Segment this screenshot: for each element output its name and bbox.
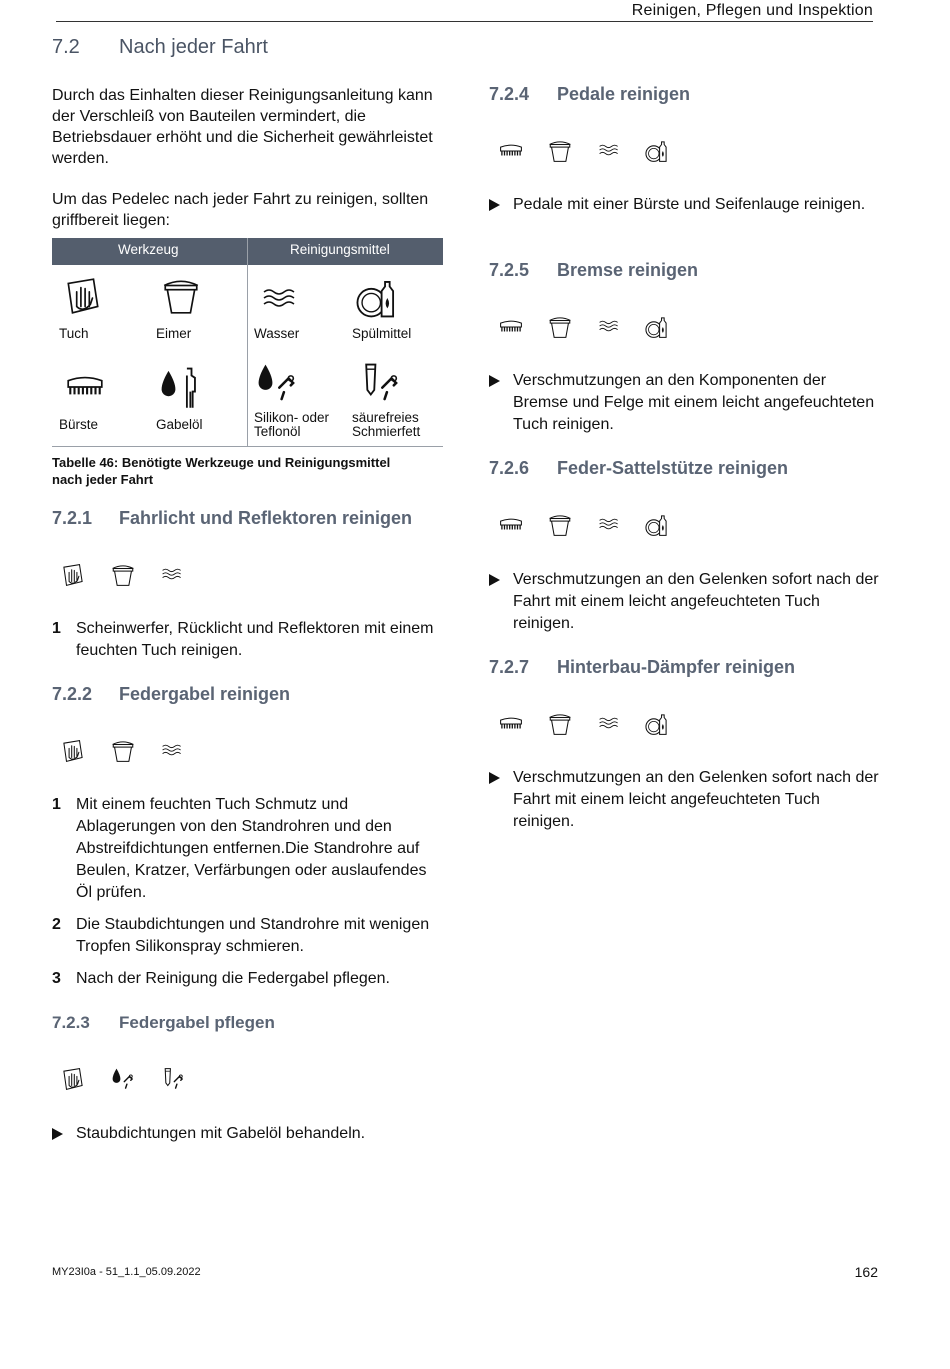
running-header: Reinigen, Pflegen und Inspektion xyxy=(631,2,873,19)
cloth-icon xyxy=(60,1066,86,1092)
label-schmierfett-line1: säurefreies xyxy=(352,410,419,425)
step-number: 1 xyxy=(52,796,61,813)
icon-row-722 xyxy=(60,738,190,768)
bucket-icon xyxy=(110,562,136,588)
bullet-text: Pedale mit einer Bürste und Seifenlauge reinigen. xyxy=(513,196,866,213)
water-icon xyxy=(159,562,183,586)
bullet-arrow-icon xyxy=(52,1128,63,1140)
water-icon xyxy=(596,512,620,536)
label-eimer: Eimer xyxy=(156,326,192,341)
subsection-number: 7.2.1 xyxy=(52,508,93,528)
subsection-number: 7.2.2 xyxy=(52,684,93,704)
section-title: Nach jeder Fahrt xyxy=(119,36,268,58)
subsection-number: 7.2.7 xyxy=(489,657,530,677)
subsection-title: Feder-Sattelstütze reinigen xyxy=(557,458,789,478)
label-wasser: Wasser xyxy=(254,326,300,341)
intro-paragraph: Durch das Einhalten dieser Reinigungsanleitung kann der Verschleiß von Bauteilen vermindert, die Betriebsdauer erhöht und die Sicherheit gewährleistet werden. xyxy=(52,87,433,167)
fork-oil-icon xyxy=(157,364,203,410)
cloth-icon xyxy=(60,738,86,764)
table-divider xyxy=(247,238,248,447)
subsection-title: Fahrlicht und Reflektoren reinigen xyxy=(119,508,413,528)
bucket-icon xyxy=(547,138,573,164)
list-item xyxy=(52,618,442,662)
icon-row-723 xyxy=(60,1066,200,1096)
water-icon xyxy=(159,738,183,762)
subsection-title: Bremse reinigen xyxy=(557,260,699,280)
page-number: 162 xyxy=(854,1264,878,1280)
dish-soap-icon xyxy=(644,711,670,737)
step-text: Nach der Reinigung die Federgabel pflegen. xyxy=(76,970,390,987)
icon-row-726 xyxy=(498,512,678,542)
tools-table xyxy=(52,238,443,447)
icon-row-721 xyxy=(60,562,190,592)
water-icon xyxy=(258,278,298,318)
table-caption xyxy=(52,454,390,488)
water-icon xyxy=(596,711,620,735)
dish-soap-icon xyxy=(354,275,400,321)
bucket-icon xyxy=(547,512,573,538)
table-header-tools: Werkzeug xyxy=(118,242,179,257)
label-silikon-line1: Silikon- oder xyxy=(254,410,330,425)
table-header-cleaners: Reinigungsmittel xyxy=(290,242,390,257)
grease-icon xyxy=(357,360,403,406)
silicone-oil-icon xyxy=(110,1066,136,1092)
list-item xyxy=(489,767,884,833)
brush-icon xyxy=(498,138,524,164)
bucket-icon xyxy=(160,275,202,317)
subsection-number: 7.2.4 xyxy=(489,84,530,104)
list-item xyxy=(489,194,879,216)
step-number: 1 xyxy=(52,620,61,637)
cloth-icon xyxy=(60,562,86,588)
bullet-text: Staubdichtungen mit Gabelöl behandeln. xyxy=(76,1125,366,1142)
step-text: Die Staubdichtungen und Standrohre mit wenigen Tropfen Silikonspray schmieren. xyxy=(76,916,430,955)
bullet-arrow-icon xyxy=(489,199,500,211)
icon-row-724 xyxy=(498,138,678,168)
water-icon xyxy=(596,314,620,338)
grease-icon xyxy=(160,1066,186,1092)
brush-icon xyxy=(64,366,106,408)
step-number: 3 xyxy=(52,970,61,987)
dish-soap-icon xyxy=(644,512,670,538)
icon-row-727 xyxy=(498,711,678,741)
bucket-icon xyxy=(547,314,573,340)
bullet-text: Verschmutzungen an den Gelenken sofort nach der Fahrt mit einem leicht angefeuchteten Tuch reinigen. xyxy=(513,769,879,830)
subsection-title: Federgabel reinigen xyxy=(119,684,291,704)
list-item xyxy=(52,968,442,990)
silicone-oil-icon xyxy=(254,360,300,406)
label-schmierfett-line2: Schmierfett xyxy=(352,424,421,439)
subsection-title: Federgabel pflegen xyxy=(119,1013,275,1032)
subsection-number: 7.2.3 xyxy=(52,1013,90,1032)
section-number: 7.2 xyxy=(52,36,80,58)
label-schmierfett xyxy=(352,411,420,439)
cloth-icon xyxy=(62,275,104,317)
label-buerste: Bürste xyxy=(59,417,99,432)
list-item xyxy=(489,370,884,436)
subsection-number: 7.2.5 xyxy=(489,260,530,280)
table-caption-line1: Tabelle 46: Benötigte Werkzeuge und Reinigungsmittel xyxy=(52,455,391,470)
subsection-title: Pedale reinigen xyxy=(557,84,691,104)
label-silikon xyxy=(254,411,329,439)
brush-icon xyxy=(498,512,524,538)
label-silikon-line2: Teflonöl xyxy=(254,424,301,439)
list-item xyxy=(52,914,442,958)
step-text: Scheinwerfer, Rücklicht und Reflektoren mit einem feuchten Tuch reinigen. xyxy=(76,620,434,659)
table-bottom-rule xyxy=(52,446,443,447)
subsection-number: 7.2.6 xyxy=(489,458,530,478)
intro-text xyxy=(52,85,447,251)
brush-icon xyxy=(498,711,524,737)
bullet-arrow-icon xyxy=(489,772,500,784)
list-item xyxy=(52,794,442,904)
bucket-icon xyxy=(110,738,136,764)
bucket-icon xyxy=(547,711,573,737)
bullet-arrow-icon xyxy=(489,375,500,387)
icon-row-725 xyxy=(498,314,678,344)
label-gabeloel: Gabelöl xyxy=(156,417,203,432)
subsection-title: Hinterbau-Dämpfer reinigen xyxy=(557,657,796,677)
list-item xyxy=(52,1123,442,1145)
dish-soap-icon xyxy=(644,138,670,164)
water-icon xyxy=(596,138,620,162)
label-spuelmittel: Spülmittel xyxy=(352,326,412,341)
intro-paragraph-2: Um das Pedelec nach jeder Fahrt zu reinigen, sollten griffbereit liegen: xyxy=(52,191,429,229)
step-number: 2 xyxy=(52,916,61,933)
header-rule xyxy=(56,21,873,22)
bullet-text: Verschmutzungen an den Komponenten der Bremse und Felge mit einem leicht angefeuchteten Tuch reinigen. xyxy=(513,372,875,433)
step-text: Mit einem feuchten Tuch Schmutz und Ablagerungen von den Standrohren und den Abstreifdichtungen entfernen.Die Standrohre auf Beulen, Kratzer, Verfärbungen oder auslaufendes Öl prüfen. xyxy=(76,796,427,901)
list-item xyxy=(489,569,884,635)
label-tuch: Tuch xyxy=(59,326,89,341)
bullet-arrow-icon xyxy=(489,574,500,586)
dish-soap-icon xyxy=(644,314,670,340)
brush-icon xyxy=(498,314,524,340)
footer-doc-id: MY23I0a - 51_1.1_05.09.2022 xyxy=(52,1266,201,1278)
table-caption-line2: nach jeder Fahrt xyxy=(52,472,154,487)
bullet-text: Verschmutzungen an den Gelenken sofort nach der Fahrt mit einem leicht angefeuchteten Tuch reinigen. xyxy=(513,571,879,632)
